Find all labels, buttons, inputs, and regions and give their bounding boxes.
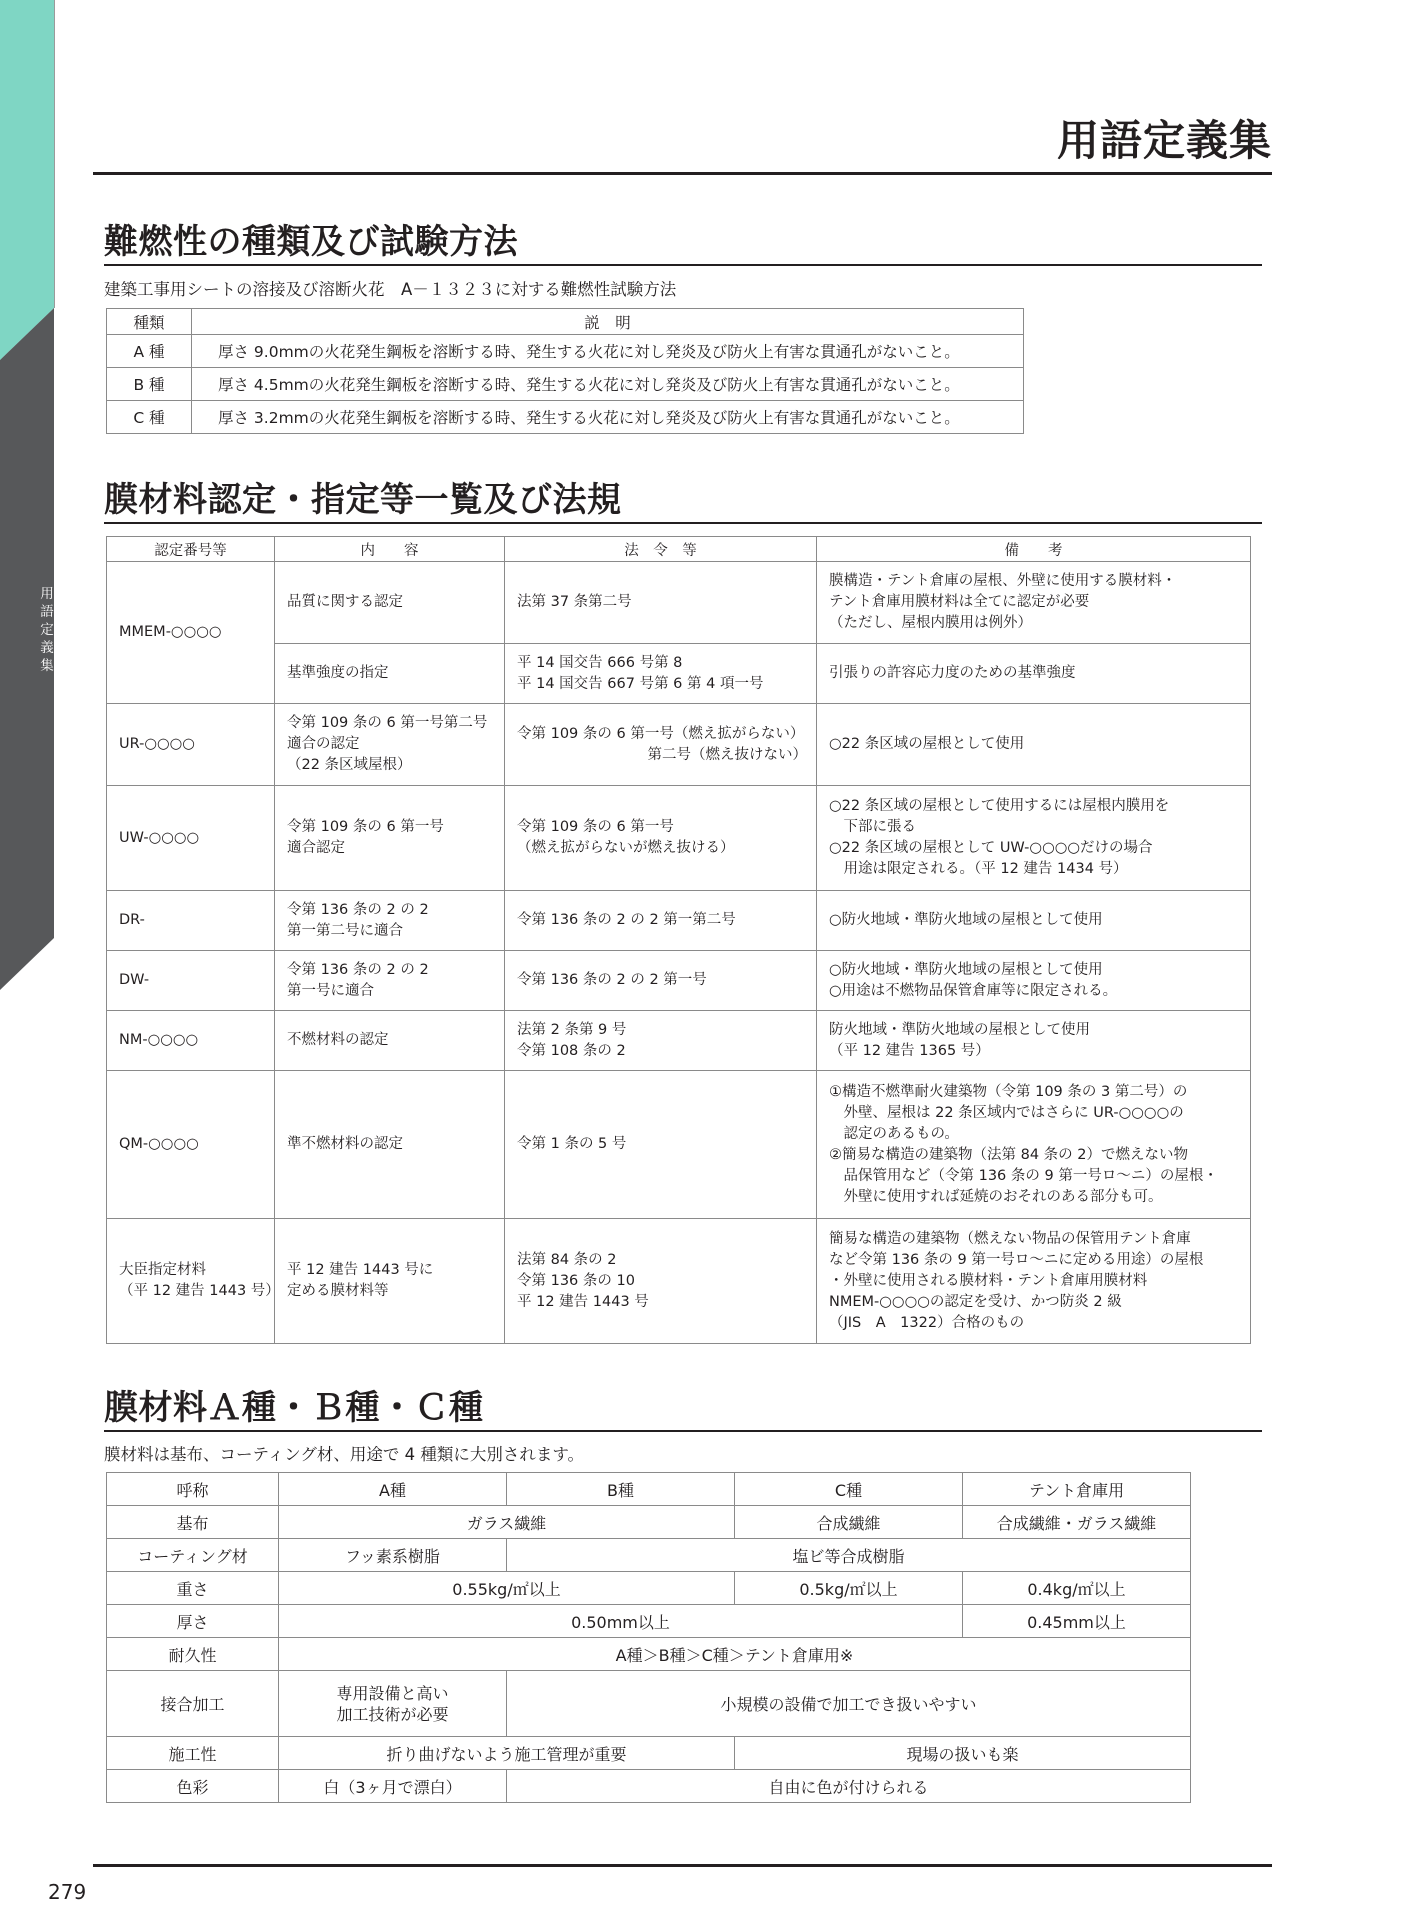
- content-cell: [275, 786, 505, 891]
- table-row: [107, 1572, 1191, 1605]
- table-row: [107, 891, 1251, 951]
- header-cell: 呼称: [107, 1473, 279, 1506]
- cell: 0.50mm以上: [279, 1605, 963, 1638]
- cell-text: （22 条区域屋根）: [287, 757, 412, 773]
- header-cell: 備 考: [817, 537, 1251, 562]
- table-row: [107, 1638, 1191, 1671]
- cell-text: 定める膜材料等: [287, 1283, 389, 1299]
- cell-text: 外壁、屋根は 22 条区域内ではさらに UR-○○○○の: [829, 1104, 1184, 1121]
- cell-text: 不燃材料の認定: [287, 1032, 389, 1048]
- section-rule: [104, 1430, 1262, 1432]
- note-cell: [817, 1011, 1251, 1071]
- table-header-row: [107, 537, 1251, 562]
- section3-caption: 膜材料は基布、コーティング材、用途で 4 種類に大別されます。: [104, 1445, 585, 1464]
- table-row: [107, 562, 1251, 644]
- code-cell: [107, 704, 275, 786]
- row-label: 重さ: [107, 1572, 279, 1605]
- code-cell: [107, 1011, 275, 1071]
- table-row: [107, 1605, 1191, 1638]
- code-cell: [107, 1071, 275, 1219]
- cell: [279, 1671, 507, 1737]
- cell-text: 令第 109 条の 6 第一号（燃え拡がらない）: [517, 725, 805, 742]
- cell-text: ○22 条区域の屋根として UW-○○○○だけの場合: [829, 840, 1153, 856]
- cell-text: 外壁に使用すれば延焼のおそれのある部分も可。: [829, 1188, 1163, 1205]
- cell-text: 令第 109 条の 6 第一号: [517, 819, 674, 835]
- section1-caption: 建築工事用シートの溶接及び溶断火花 A－１３２３に対する難燃性試験方法: [104, 280, 677, 299]
- title-rule: [93, 172, 1272, 175]
- page-number: 279: [48, 1880, 87, 1904]
- cell-text: MMEM-○○○○: [119, 624, 222, 640]
- membrane-types-table: [106, 1472, 1191, 1803]
- cell-text: 令第 136 条の 2 の 2: [287, 901, 429, 918]
- cell: 白（3ヶ月で漂白）: [279, 1770, 507, 1803]
- cell: 自由に色が付けられる: [507, 1770, 1191, 1803]
- law-cell: [505, 1011, 817, 1071]
- cell-text: （JIS A 1322）合格のもの: [829, 1314, 1025, 1331]
- content-cell: [275, 951, 505, 1011]
- cell-text: NM-○○○○: [119, 1032, 199, 1048]
- cell: 0.45mm以上: [963, 1605, 1191, 1638]
- row-label: 耐久性: [107, 1638, 279, 1671]
- law-cell: [505, 891, 817, 951]
- cell-text: 法第 84 条の 2: [517, 1251, 617, 1268]
- row-label: 接合加工: [107, 1671, 279, 1737]
- code-cell: [107, 786, 275, 891]
- table-row: [107, 704, 1251, 786]
- law-cell: [505, 562, 817, 644]
- header-cell: C種: [735, 1473, 963, 1506]
- cell: 0.55kg/㎡以上: [279, 1572, 735, 1605]
- type-cell: C 種: [107, 401, 192, 434]
- cell-text: 用途は限定される。（平 12 建告 1434 号）: [829, 861, 1128, 877]
- footer-rule: [93, 1864, 1272, 1867]
- cell-text: ○22 条区域の屋根として使用するには屋根内膜用を: [829, 798, 1170, 814]
- table-row: [107, 644, 1251, 704]
- cell-text: 防火地域・準防火地域の屋根として使用: [829, 1021, 1090, 1038]
- header-cell: A種: [279, 1473, 507, 1506]
- header-cell: 法 令 等: [505, 537, 817, 562]
- flame-retardancy-table: [106, 308, 1024, 434]
- cell-text: 膜構造・テント倉庫の屋根、外壁に使用する膜材料・: [829, 573, 1177, 589]
- cell: 小規模の設備で加工でき扱いやすい: [507, 1671, 1191, 1737]
- cell-text: ○22 条区域の屋根として使用: [829, 736, 1025, 752]
- cell-text: ○防火地域・準防火地域の屋根として使用: [829, 912, 1103, 928]
- table-row: [107, 786, 1251, 891]
- note-cell: [817, 786, 1251, 891]
- cell-text: テント倉庫用膜材料は全てに認定が必要: [829, 594, 1090, 610]
- cell-text: UW-○○○○: [119, 829, 200, 846]
- cell-text: 令第 109 条の 6 第一号第二号: [287, 715, 488, 731]
- table-row: [107, 1770, 1191, 1803]
- cell: ガラス繊維: [279, 1506, 735, 1539]
- section-rule: [104, 522, 1262, 524]
- content-cell: [275, 562, 505, 644]
- cell-text: DW-: [119, 972, 150, 988]
- header-cell: テント倉庫用: [963, 1473, 1191, 1506]
- type-cell: B 種: [107, 368, 192, 401]
- cell-text: 平 14 国交告 667 号第 6 第 4 項一号: [517, 675, 764, 692]
- content-cell: [275, 1071, 505, 1219]
- cell-text: 第一号に適合: [287, 982, 374, 999]
- cell: フッ素系樹脂: [279, 1539, 507, 1572]
- table-row: [107, 951, 1251, 1011]
- table-row: [107, 1219, 1251, 1344]
- content-cell: [275, 644, 505, 704]
- cell-text: 令第 109 条の 6 第一号: [287, 819, 444, 835]
- cell-text: 平 12 建告 1443 号に: [287, 1262, 434, 1278]
- note-cell: [817, 644, 1251, 704]
- header-cell: 認定番号等: [107, 537, 275, 562]
- law-cell: [505, 1219, 817, 1344]
- cell-text: 令第 136 条の 10: [517, 1272, 635, 1289]
- cell-text: 令第 108 条の 2: [517, 1042, 626, 1059]
- description-cell: 厚さ 9.0mmの火花発生鋼板を溶断する時、発生する火花に対し発炎及び防火上有害な貫通孔がないこと。: [192, 335, 1024, 368]
- description-cell: 厚さ 3.2mmの火花発生鋼板を溶断する時、発生する火花に対し発炎及び防火上有害な貫通孔がないこと。: [192, 401, 1024, 434]
- side-tab-char: 定: [40, 622, 54, 638]
- cell-text: 大臣指定材料: [119, 1262, 206, 1278]
- cell-text: 専用設備と高い: [336, 1683, 449, 1703]
- cell-text: UR-○○○○: [119, 736, 195, 752]
- table-row: [107, 1011, 1251, 1071]
- note-cell: [817, 1071, 1251, 1219]
- section-heading-membrane-certification: 膜材料認定・指定等一覧及び法規: [104, 480, 622, 520]
- header-cell: 種類: [107, 309, 192, 335]
- cell: 合成繊維・ガラス繊維: [963, 1506, 1191, 1539]
- cell-text: 基準強度の指定: [287, 665, 389, 681]
- cell-text: ○用途は不燃物品保管倉庫等に限定される。: [829, 982, 1118, 999]
- code-cell: [107, 562, 275, 704]
- cell-text: 平 12 建告 1443 号: [517, 1293, 649, 1310]
- cell: 折り曲げないよう施工管理が重要: [279, 1737, 735, 1770]
- cell-text: 令第 136 条の 2 の 2 第一第二号: [517, 912, 736, 928]
- cell-text: ○防火地域・準防火地域の屋根として使用: [829, 961, 1103, 978]
- membrane-certification-table: [106, 536, 1251, 1344]
- cell-text: ①構造不燃準耐火建築物（令第 109 条の 3 第二号）の: [829, 1083, 1188, 1100]
- cell-text: 令第 1 条の 5 号: [517, 1136, 627, 1152]
- note-cell: [817, 891, 1251, 951]
- cell: 合成繊維: [735, 1506, 963, 1539]
- cell-text: （平 12 建告 1443 号）: [119, 1283, 280, 1299]
- header-cell: B種: [507, 1473, 735, 1506]
- code-cell: [107, 951, 275, 1011]
- cell: 0.4kg/㎡以上: [963, 1572, 1191, 1605]
- cell-text: 品質に関する認定: [287, 594, 403, 610]
- code-cell: [107, 1219, 280, 1344]
- cell-text: など令第 136 条の 9 第一号ロ～ニに定める用途）の屋根: [829, 1251, 1204, 1268]
- cell-text: （平 12 建告 1365 号）: [829, 1042, 990, 1059]
- cell-text: 平 14 国交告 666 号第 8: [517, 654, 683, 671]
- side-tab: [0, 0, 70, 1000]
- cell-text: NMEM-○○○○の認定を受け、かつ防炎 2 級: [829, 1293, 1122, 1310]
- table-row: [107, 1671, 1191, 1737]
- cell-text: QM-○○○○: [119, 1136, 199, 1152]
- law-cell: [505, 786, 817, 891]
- table-row: [107, 1071, 1251, 1219]
- table-row: [107, 1506, 1191, 1539]
- table-row: [107, 368, 1024, 401]
- side-tab-graphic: [0, 0, 70, 1000]
- law-cell: [505, 1071, 817, 1219]
- cell: 現場の扱いも楽: [735, 1737, 1191, 1770]
- cell-text: DR-: [119, 912, 145, 928]
- cell-text: 第一第二号に適合: [287, 922, 403, 939]
- cell-text: 下部に張る: [829, 819, 916, 835]
- content-cell: [275, 891, 505, 951]
- row-label: 色彩: [107, 1770, 279, 1803]
- cell-text: 法第 37 条第二号: [517, 594, 632, 610]
- cell-text: （燃え拡がらないが燃え抜ける）: [517, 840, 735, 856]
- table-row: [107, 401, 1024, 434]
- cell-text: 令第 136 条の 2 の 2 第一号: [517, 972, 707, 988]
- side-tab-label: [30, 585, 64, 675]
- side-tab-char: 用: [40, 586, 54, 602]
- table-header-row: [107, 1473, 1191, 1506]
- cell-text: ・外壁に使用される膜材料・テント倉庫用膜材料: [829, 1272, 1148, 1289]
- law-cell: [505, 644, 817, 704]
- cell-text: 準不燃材料の認定: [287, 1136, 403, 1152]
- cell-text: 令第 136 条の 2 の 2: [287, 961, 429, 978]
- cell-text: 適合の認定: [287, 736, 360, 752]
- law-cell: [505, 951, 817, 1011]
- section-heading-flame-retardancy: 難燃性の種類及び試験方法: [104, 222, 518, 262]
- law-cell: [505, 704, 817, 786]
- cell-text: （ただし、屋根内膜用は例外）: [829, 615, 1032, 631]
- cell-text: 加工技術が必要: [336, 1704, 449, 1724]
- table-header-row: [107, 309, 1024, 335]
- page-title: 用語定義集: [1056, 116, 1272, 165]
- side-tab-mint: [0, 0, 54, 360]
- side-tab-char: 集: [40, 658, 54, 674]
- cell: 塩ビ等合成樹脂: [507, 1539, 1191, 1572]
- row-label: 厚さ: [107, 1605, 279, 1638]
- note-cell: [817, 704, 1251, 786]
- cell-text: 法第 2 条第 9 号: [517, 1021, 627, 1038]
- note-cell: [817, 562, 1251, 644]
- cell: A種＞B種＞C種＞テント倉庫用※: [279, 1638, 1191, 1671]
- header-cell: 内 容: [275, 537, 505, 562]
- content-cell: [275, 1219, 505, 1344]
- row-label: 施工性: [107, 1737, 279, 1770]
- table-row: [107, 1539, 1191, 1572]
- note-cell: [817, 951, 1251, 1011]
- content-cell: [275, 1011, 505, 1071]
- cell-text: 引張りの許容応力度のための基準強度: [829, 665, 1076, 681]
- description-cell: 厚さ 4.5mmの火花発生鋼板を溶断する時、発生する火花に対し発炎及び防火上有害な貫通孔がないこと。: [192, 368, 1024, 401]
- cell-text: 認定のあるもの。: [829, 1125, 959, 1142]
- row-label: コーティング材: [107, 1539, 279, 1572]
- cell-text: 第二号（燃え抜けない）: [517, 746, 807, 763]
- cell-text: 簡易な構造の建築物（燃えない物品の保管用テント倉庫: [829, 1230, 1191, 1247]
- note-cell: [817, 1219, 1251, 1344]
- row-label: 基布: [107, 1506, 279, 1539]
- table-row: [107, 335, 1024, 368]
- table-row: [107, 1737, 1191, 1770]
- content-cell: [275, 704, 505, 786]
- side-tab-char: 語: [40, 604, 54, 620]
- section-rule: [104, 264, 1262, 266]
- cell-text: 品保管用など（令第 136 条の 9 第一号ロ～ニ）の屋根・: [829, 1167, 1218, 1184]
- type-cell: A 種: [107, 335, 192, 368]
- code-cell: [107, 891, 275, 951]
- cell-text: ②簡易な構造の建築物（法第 84 条の 2）で燃えない物: [829, 1146, 1189, 1163]
- header-cell: 説 明: [192, 309, 1024, 335]
- section-heading-membrane-types: 膜材料Ａ種・Ｂ種・Ｃ種: [104, 1388, 484, 1428]
- side-tab-char: 義: [40, 640, 54, 656]
- cell-text: 適合認定: [287, 840, 345, 856]
- cell: 0.5kg/㎡以上: [735, 1572, 963, 1605]
